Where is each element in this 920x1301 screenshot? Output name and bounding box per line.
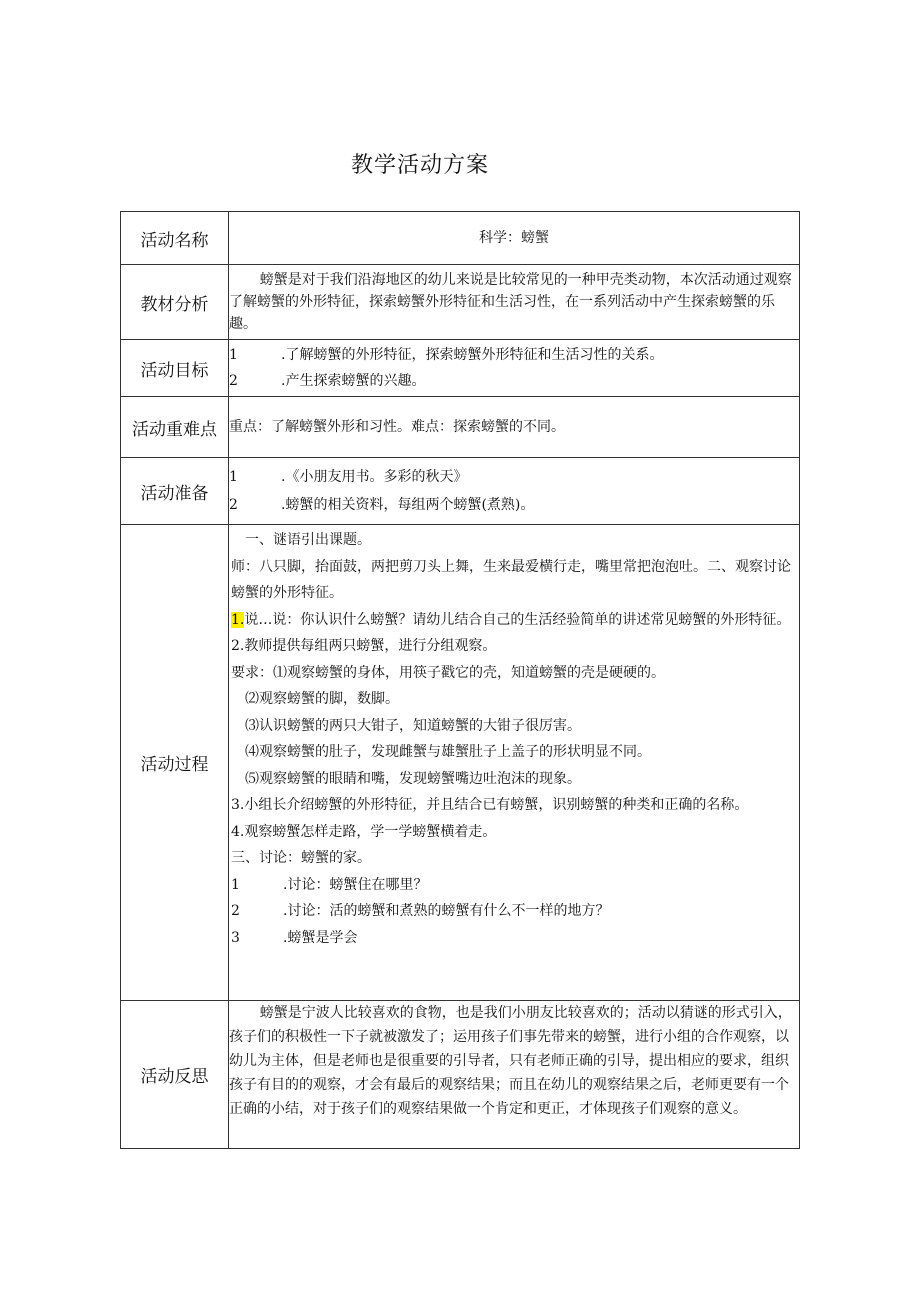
activity-name-value: 科学：螃蟹 <box>229 212 800 265</box>
process-discussion-2: 2 .讨论：活的螃蟹和煮熟的螃蟹有什么不一样的地方？ <box>231 903 610 919</box>
label-preparation: 活动准备 <box>121 458 229 525</box>
label-activity-goals: 活动目标 <box>121 340 229 397</box>
process-step-observe-3: 3.小组长介绍螃蟹的外形特征，并且结合已有螃蟹，识别螃蟹的种类和正确的名称。 <box>231 797 749 813</box>
prep-item-1: 1 .《小朋友用书。多彩的秋天》 <box>229 469 468 485</box>
row-reflection <box>121 1001 800 1149</box>
activity-process-content <box>231 525 797 997</box>
label-activity-name: 活动名称 <box>121 212 229 265</box>
process-requirement-5: ⑸观察螃蟹的眼睛和嘴，发现螃蟹嘴边吐泡沫的现象。 <box>245 770 581 787</box>
row-activity-process <box>121 525 800 1001</box>
process-step-observe-1: 1.说…说：你认识什么螃蟹？请幼儿结合自己的生活经验简单的讲述常见螃蟹的外形特征。 <box>231 611 791 628</box>
process-step-1: 一、谜语引出课题。 <box>245 532 371 548</box>
activity-plan-table <box>120 211 800 1149</box>
process-requirement-3: ⑶认识螃蟹的两只大钳子，知道螃蟹的大钳子很厉害。 <box>245 717 581 734</box>
process-discussion-3: 3 .螃蟹是学会 <box>231 929 358 946</box>
row-key-points <box>121 397 800 458</box>
label-reflection: 活动反思 <box>121 1001 229 1149</box>
prep-item-2: 2 .螃蟹的相关资料，每组两个螃蟹(煮熟)。 <box>229 497 535 513</box>
label-key-points: 活动重难点 <box>121 397 229 458</box>
process-requirement-4: ⑷观察螃蟹的肚子，发现雌蟹与雄蟹肚子上盖子的形状明显不同。 <box>245 744 651 760</box>
row-activity-goals <box>121 340 800 397</box>
goal-item-1: 1 .了解螃蟹的外形特征，探索螃蟹外形特征和生活习性的关系。 <box>229 347 664 363</box>
label-material-analysis: 教材分析 <box>121 265 229 340</box>
goal-item-2: 2 .产生探索螃蟹的兴趣。 <box>229 373 426 389</box>
key-points-text: 重点：了解螃蟹外形和习性。难点：探索螃蟹的不同。 <box>229 397 800 458</box>
material-analysis-text: 螃蟹是对于我们沿海地区的幼儿来说是比较常见的一种甲壳类动物，本次活动通过观察了解螃蟹的外形特征，探索螃蟹外形特征和生活习性，在一系列活动中产生探索螃蟹的乐趣。 <box>229 272 792 332</box>
process-step-observe-4: 4.观察螃蟹怎样走路，学一学螃蟹横着走。 <box>231 823 497 840</box>
row-preparation <box>121 458 800 525</box>
process-requirement-1: 要求：⑴观察螃蟹的身体，用筷子戳它的壳，知道螃蟹的壳是硬硬的。 <box>231 664 665 681</box>
process-discussion-1: 1 .讨论：螃蟹住在哪里？ <box>231 876 428 893</box>
row-activity-name <box>121 212 800 265</box>
process-step-observe-2: 2.教师提供每组两只螃蟹，进行分组观察。 <box>231 638 497 654</box>
page-title: 教学活动方案 <box>350 153 489 178</box>
process-step-3: 三、讨论：螃蟹的家。 <box>231 850 371 866</box>
reflection-text: 螃蟹是宁波人比较喜欢的食物，也是我们小朋友比较喜欢的；活动以猜谜的形式引入，孩子们的积极性一下子就被激发了；运用孩子们事先带来的螃蟹，进行小组的合作观察，以幼儿为主体，但是老师也是很重要的引导者，只有老师正确的引导，提出相应的要求，组织孩子有目的的观察，才会有最后的观察结果；而且在幼儿的观察结果之后，老师更要有一个正确的小结，对于孩子们的观察结果做一个肯定和更正，才体现孩子们观察的意义。 <box>229 1005 792 1117</box>
label-activity-process: 活动过程 <box>121 525 229 1001</box>
process-requirement-2: ⑵观察螃蟹的脚，数脚。 <box>245 691 399 707</box>
row-material-analysis <box>121 265 800 340</box>
process-riddle: 师：八只脚，抬面鼓，两把剪刀头上舞，生来最爱横行走，嘴里常把泡泡吐。二、观察讨论螃蟹的外形特征。 <box>231 558 791 601</box>
